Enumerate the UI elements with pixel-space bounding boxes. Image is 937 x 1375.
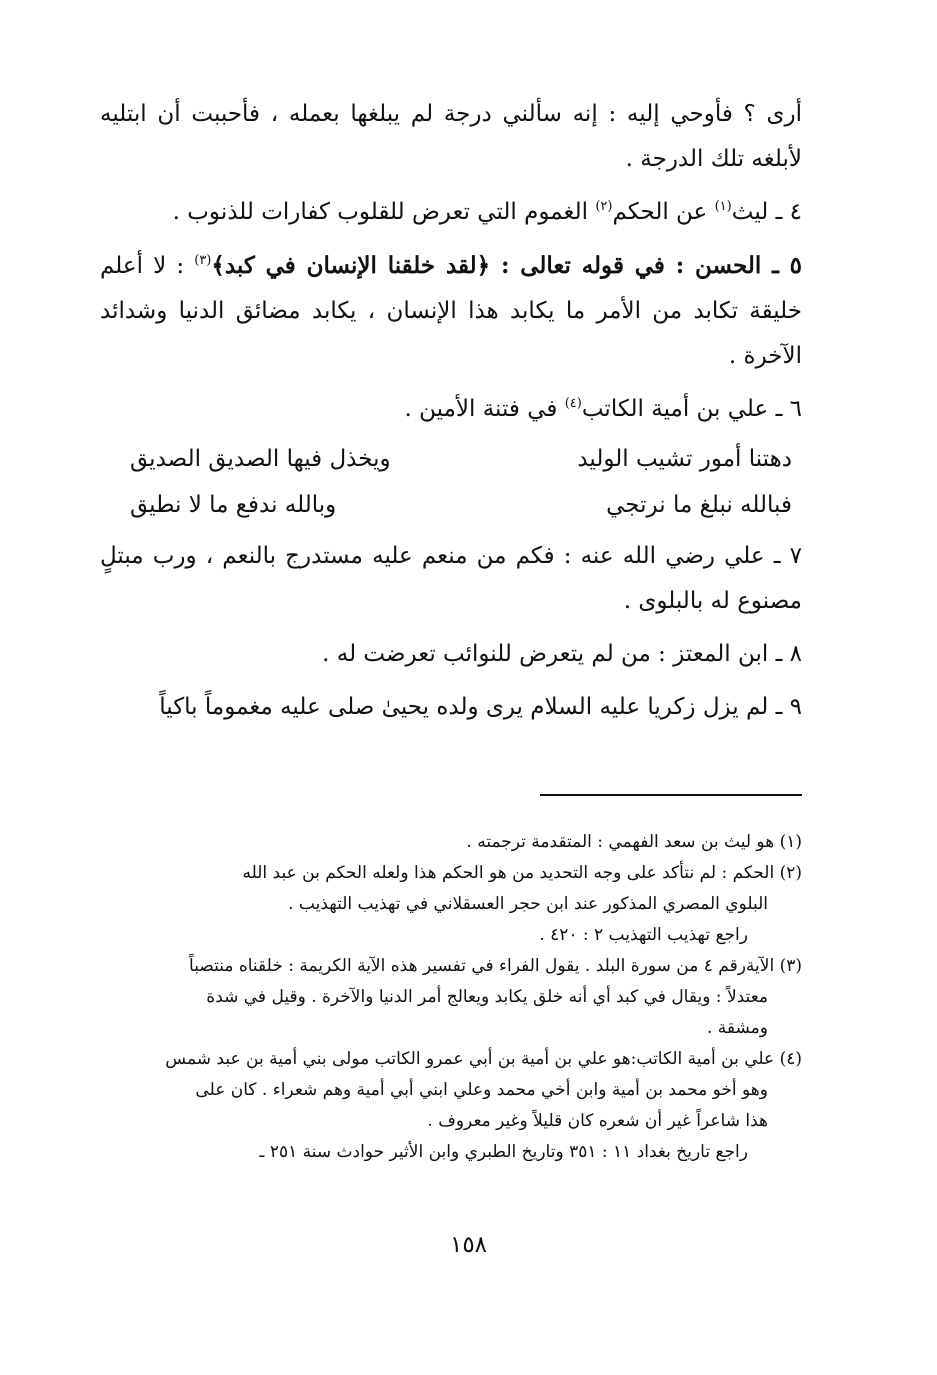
main-text — [100, 92, 802, 730]
verse-1-second-hemistich: ويخذل فيها الصديق الصديق — [130, 446, 391, 472]
item-5-text-b: : لا أعلم خليقة تكابد من الأمر ما يكابد هذا الإنسان ، يكابد مضائق الدنيا وشدائد الآخرة . — [100, 253, 802, 369]
footnote-3-line-2: معتدلاً : ويقال في كبد أي أنه خلق يكابد ويعالج أمر الدنيا والآخرة . وقيل في شدة — [206, 987, 768, 1007]
page-number: ١٥٨ — [449, 1232, 488, 1258]
verse-2-second-hemistich: وبالله ندفع ما لا نطيق — [130, 492, 337, 518]
paragraph-1: أرى ؟ فأوحي إليه : إنه سألني درجة لم يبلغها بعمله ، فأحببت أن ابتليه لأبلغه تلك الدرجة . — [100, 101, 802, 172]
verse-line-1 — [100, 436, 802, 482]
footnote-ref-2[interactable]: (٢) — [595, 199, 613, 214]
footnotes — [100, 827, 802, 1168]
footnote-4-line-1: (٤) علي بن أمية الكاتب:هو علي بن أمية بن أبي عمرو الكاتب مولى بني أمية بن عبد شمس — [165, 1049, 802, 1069]
footnote-separator — [540, 794, 802, 796]
footnote-3 — [100, 951, 802, 1044]
paragraph-item-5 — [100, 243, 802, 379]
footnote-3-line-3: ومشقة . — [706, 1018, 768, 1038]
footnote-1 — [100, 827, 802, 858]
verse-line-2 — [100, 482, 802, 528]
poem — [100, 436, 802, 528]
footnote-ref-3[interactable]: (٣) — [194, 253, 212, 268]
footnote-2-line-1: (٢) الحكم : لم نتأكد على وجه التحديد من هو الحكم هذا ولعله الحكم بن عبد الله — [242, 863, 802, 883]
item-6-text: ٦ ـ علي بن أمية الكاتب — [581, 396, 802, 422]
footnote-2 — [100, 858, 802, 951]
item-4-text-b: عن الحكم — [612, 199, 715, 225]
footnote-4-line-3: هذا شاعراً غير أن شعره كان قليلاً وغير معروف . — [427, 1111, 768, 1131]
paragraph-item-6 — [100, 387, 802, 432]
paragraph-item-4 — [100, 190, 802, 235]
item-5-text: ٥ ـ الحسن : في قوله تعالى : ﴿لقد خلقنا الإنسان في كبد﴾ — [211, 252, 802, 279]
item-4-text: ٤ ـ ليث — [731, 199, 802, 225]
paragraph-item-9: ٩ ـ لم يزل زكريا عليه السلام يرى ولده يحيىٰ صلى عليه مغموماً باكياً — [159, 694, 802, 720]
footnote-1-text: (١) هو ليث بن سعد الفهمي : المتقدمة ترجمته . — [466, 832, 802, 852]
item-6-text-b: في فتنة الأمين . — [404, 396, 565, 422]
footnote-ref-4[interactable]: (٤) — [564, 396, 582, 411]
footnote-4-reference: راجع تاريخ بغداد ١١ : ٣٥١ وتاريخ الطبري وابن الأثير حوادث سنة ٢٥١ ـ — [259, 1142, 748, 1162]
page-body — [100, 92, 802, 1162]
footnote-2-line-2: البلوي المصري المذكور عند ابن حجر العسقلاني في تهذيب التهذيب . — [288, 894, 768, 914]
verse-2-first-hemistich: فبالله نبلغ ما نرتجي — [606, 492, 792, 518]
footnote-3-line-1: (٣) الآيةرقم ٤ من سورة البلد . يقول الفراء في تفسير هذه الآية الكريمة : خلقناه منتصباً — [189, 956, 802, 976]
verse-1-first-hemistich: دهتنا أمور تشيب الوليد — [577, 446, 792, 472]
footnote-4-line-2: وهو أخو محمد بن أمية وابن أخي محمد وعلي ابني أبي أمية وهم شعراء . كان على — [195, 1080, 768, 1100]
item-4-text-c: الغموم التي تعرض للقلوب كفارات للذنوب . — [172, 199, 596, 225]
footnote-2-reference: راجع تهذيب التهذيب ٢ : ٤٢٠ . — [539, 925, 748, 945]
footnote-ref-1[interactable]: (١) — [714, 199, 732, 214]
paragraph-item-8: ٨ ـ ابن المعتز : من لم يتعرض للنوائب تعرضت له . — [322, 641, 802, 667]
paragraph-item-7: ٧ ـ علي رضي الله عنه : فكم من منعم عليه مستدرج بالنعم ، ورب مبتلٍ مصنوع له بالبلوى . — [100, 543, 802, 614]
footnote-4 — [100, 1044, 802, 1168]
